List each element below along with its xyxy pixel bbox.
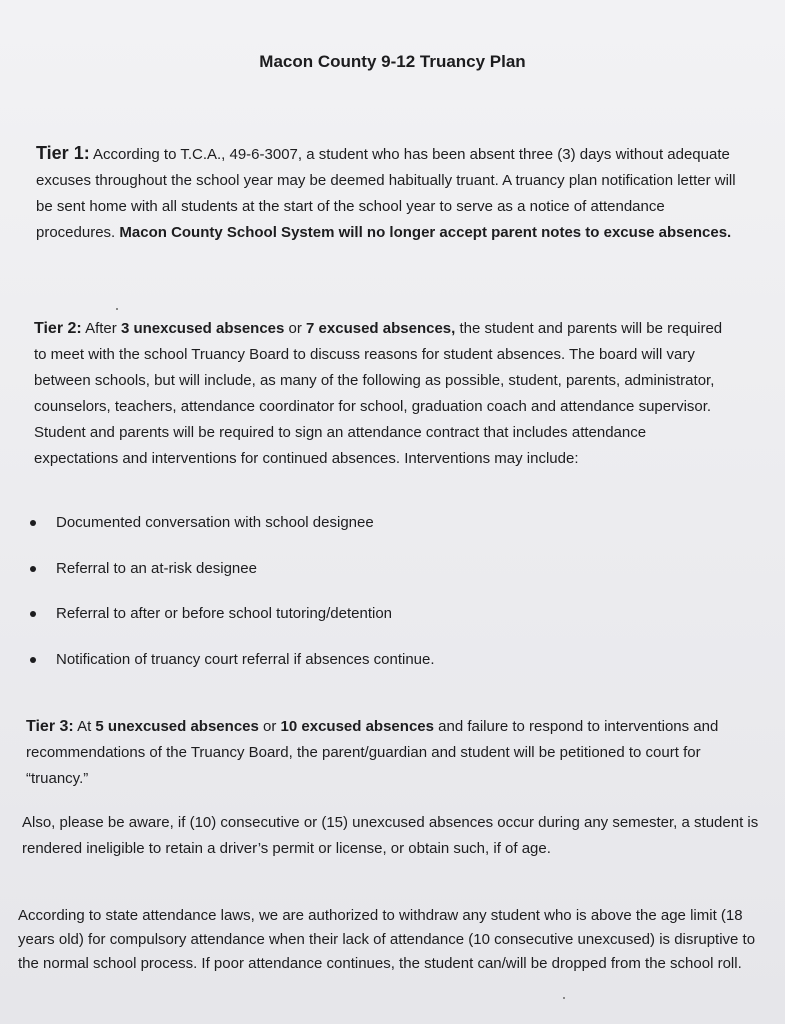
tier2-paragraph: [34, 316, 734, 472]
list-item: [30, 558, 435, 580]
list-item: [30, 603, 435, 625]
bullet-icon: [30, 566, 36, 572]
list-item-text: Documented conversation with school designee: [56, 514, 374, 531]
tier2-heading: Tier 2:: [34, 320, 82, 337]
interventions-list: [30, 512, 435, 694]
tier1-paragraph: [36, 140, 736, 246]
tier3-bold-unexcused: 5 unexcused absences: [95, 718, 259, 735]
bullet-icon: [30, 657, 36, 663]
paper-mark: [116, 308, 118, 310]
tier3-text: and failure to respond to interventions and recommendations of the Truancy Board, the parent/guardian and student will be petitioned to court for “truancy.”: [26, 718, 719, 787]
list-item-text: Referral to after or before school tutoring/detention: [56, 605, 393, 622]
tier3-paragraph: [26, 714, 741, 792]
list-item-text: Notification of truancy court referral if absences continue.: [56, 650, 435, 668]
tier3-mid: or: [258, 718, 281, 735]
bullet-icon: [30, 611, 36, 617]
tier2-mid: or: [284, 320, 307, 337]
tier1-heading: Tier 1:: [36, 143, 90, 163]
list-item: [30, 512, 435, 534]
tier2-bold-unexcused: 3 unexcused absences: [120, 320, 285, 337]
tier2-text: the student and parents will be required to meet with the school Truancy Board to discuss reasons for student absences. The board will vary between schools, but will include, as many of the following as possible, student, parents, administrator, counselors, teachers, attendance coordinator for school, graduation coach and attendance supervisor. Student and parents will be required to sign an attendance contract that includes attendance expectations and interventions for continued absences. Interventions may include:: [34, 320, 723, 467]
list-item: [30, 649, 435, 671]
tier1-text: According to T.C.A., 49-6-3007, a student who has been absent three (3) days without adequate excuses throughout the school year may be deemed habitually truant. A truancy plan notification letter will be sent home with all students at the start of the school year to serve as a notice of attendance procedures.: [36, 146, 736, 241]
document-title: Macon County 9-12 Truancy Plan: [259, 52, 526, 71]
bullet-icon: [30, 520, 36, 526]
tier3-bold-excused: 10 excused absences: [280, 718, 434, 735]
license-notice-paragraph: Also, please be aware, if (10) consecutive or (15) unexcused absences occur during any semester, a student is rendered ineligible to retain a driver’s permit or license, or obtain such, if of age.: [22, 814, 759, 857]
list-item-text: Referral to an at-risk designee: [56, 559, 257, 577]
paper-mark: [563, 997, 565, 999]
tier2-bold-excused: 7 excused absences,: [306, 320, 456, 337]
tier2-intro: After: [85, 320, 121, 337]
withdrawal-notice-paragraph: According to state attendance laws, we are authorized to withdraw any student who is above the age limit (18 years old) for compulsory attendance when their lack of attendance (10 consecutive unexcused) is disruptive to the normal school process. If poor attendance continues, the student can/will be dropped from the school roll.: [18, 907, 756, 972]
tier3-intro: At: [77, 718, 96, 735]
tier3-heading: Tier 3:: [26, 718, 74, 735]
tier1-bold-text: Macon County School System will no longer accept parent notes to excuse absences.: [119, 224, 732, 241]
